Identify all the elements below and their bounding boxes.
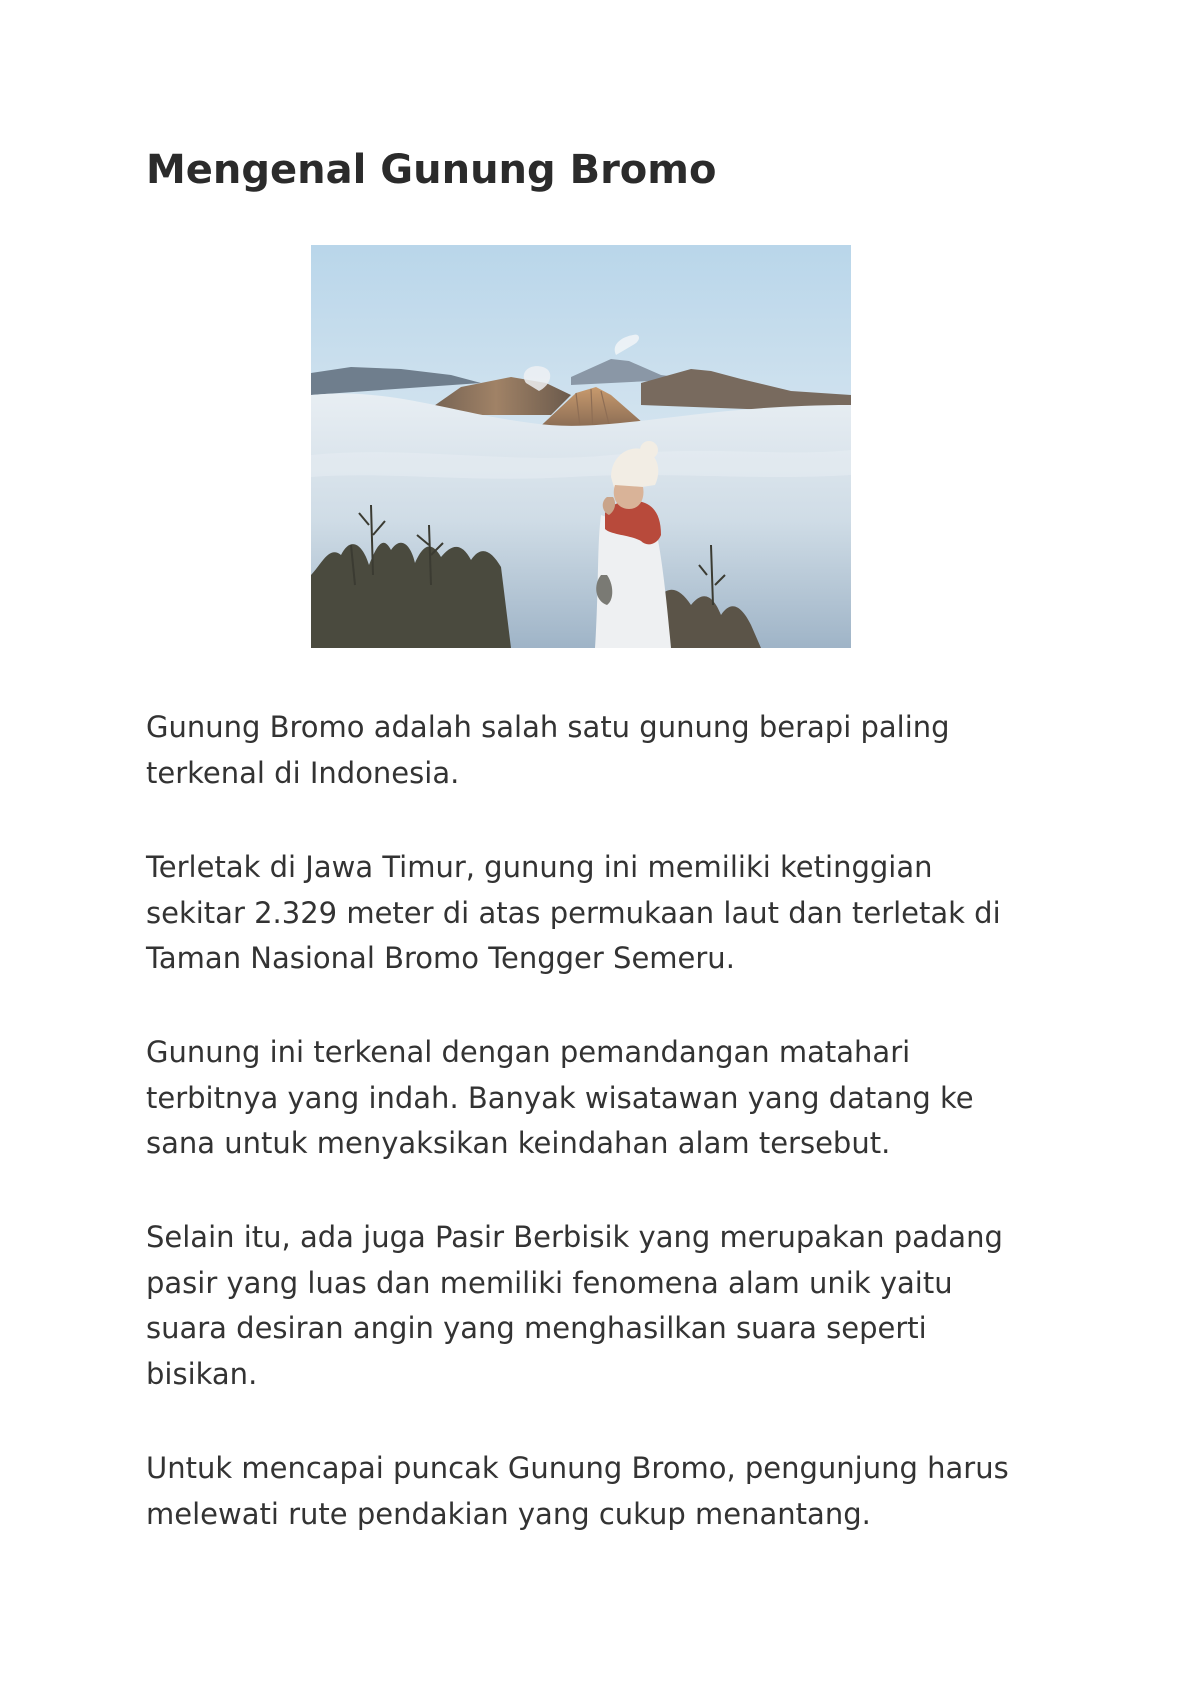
landscape-photo-icon [311,245,851,648]
bromo-landscape-photo [311,245,851,648]
paragraph-2: Terletak di Jawa Timur, gunung ini memiliki ketinggian sekitar 2.329 meter di atas permukaan laut dan terletak di Taman Nasional Bromo Tengger Semeru. [146,850,1001,975]
page-title: Mengenal Gunung Bromo [146,147,717,193]
paragraph-4: Selain itu, ada juga Pasir Berbisik yang merupakan padang pasir yang luas dan memiliki fenomena alam unik yaitu suara desiran angin yang menghasilkan suara seperti bisikan. [146,1220,1003,1391]
paragraph-5: Untuk mencapai puncak Gunung Bromo, pengunjung harus melewati rute pendakian yang cukup menantang. [146,1451,1009,1531]
paragraph-3: Gunung ini terkenal dengan pemandangan matahari terbitnya yang indah. Banyak wisatawan yang datang ke sana untuk menyaksikan keindahan alam tersebut. [146,1035,974,1160]
paragraph-1: Gunung Bromo adalah salah satu gunung berapi paling terkenal di Indonesia. [146,710,950,790]
